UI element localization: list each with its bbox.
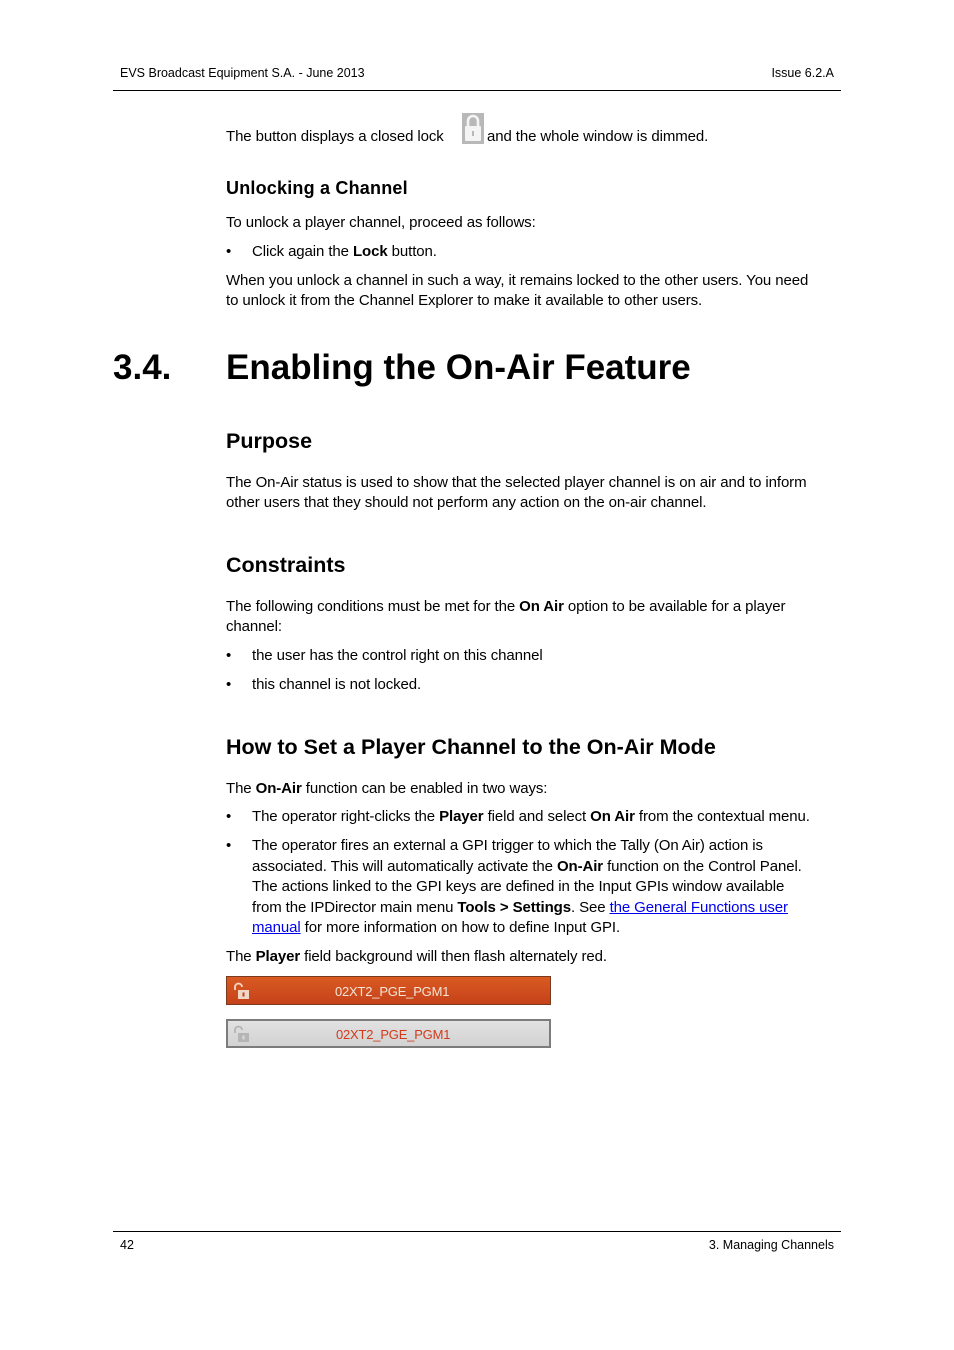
howto-intro: The On-Air function can be enabled in two ways: — [226, 780, 548, 797]
player-field-normal[interactable] — [226, 1019, 551, 1048]
purpose-line2: other users that they should not perform any action on the on-air channel. — [226, 494, 707, 511]
header-right: Issue 6.2.A — [771, 66, 834, 80]
open-lock-icon — [232, 1025, 250, 1043]
page-number: 42 — [120, 1238, 134, 1252]
bullet-dot: • — [226, 647, 232, 664]
player-field-label: 02XT2_PGE_PGM1 — [336, 1027, 451, 1042]
bullet-dot: • — [226, 243, 232, 260]
bullet-dot: • — [226, 837, 232, 854]
intro-text-after: and the whole window is dimmed. — [487, 128, 709, 145]
intro-text-before: The button displays a closed lock — [226, 128, 444, 145]
general-functions-manual-link-cont[interactable]: manual — [252, 919, 301, 936]
howto-bullet-2-line3: The actions linked to the GPI keys are defined in the Input GPIs window available — [252, 878, 785, 895]
section-number: 3.4. — [113, 348, 172, 387]
unlocking-para-line2: to unlock it from the Channel Explorer to make it available to other users. — [226, 292, 703, 309]
player-field-on-air[interactable] — [226, 976, 551, 1005]
unlocking-heading: Unlocking a Channel — [226, 178, 408, 198]
lock-button-ref: Lock — [352, 243, 388, 260]
on-air-ref: On Air — [519, 598, 564, 615]
howto-bullet-2-line4: from the IPDirector main menu Tools > Settings. See the General Functions user — [252, 899, 788, 916]
constraints-line1: The following conditions must be met for the On Air option to be available for a player — [226, 598, 786, 615]
howto-heading: How to Set a Player Channel to the On-Air Mode — [226, 735, 716, 759]
player-field-label: 02XT2_PGE_PGM1 — [335, 984, 450, 999]
section-title: Enabling the On-Air Feature — [226, 348, 691, 387]
unlocking-intro: To unlock a player channel, proceed as follows: — [226, 214, 536, 231]
howto-bullet-2-line5: manual for more information on how to define Input GPI. — [252, 919, 621, 936]
footer-rule — [113, 1231, 841, 1232]
open-lock-icon — [232, 982, 250, 1000]
unlocking-para-line1: When you unlock a channel in such a way, it remains locked to the other users. You need — [226, 272, 809, 289]
general-functions-manual-link[interactable]: the General Functions user — [609, 899, 788, 916]
purpose-line1: The On-Air status is used to show that the selected player channel is on air and to inform — [226, 474, 807, 491]
constraints-line2: channel: — [226, 618, 282, 635]
footer-chapter: 3. Managing Channels — [708, 1238, 834, 1252]
purpose-heading: Purpose — [226, 429, 313, 453]
closed-lock-icon — [462, 113, 484, 144]
howto-bullet-2-line2: associated. This will automatically activate the On-Air function on the Control Panel. — [252, 858, 802, 875]
constraints-heading: Constraints — [226, 553, 346, 577]
bullet-dot: • — [226, 808, 232, 825]
howto-outro: The Player field background will then flash alternately red. — [226, 948, 607, 965]
bullet-dot: • — [226, 676, 232, 693]
header-rule — [113, 90, 841, 91]
header-left: EVS Broadcast Equipment S.A. - June 2013 — [120, 66, 365, 80]
